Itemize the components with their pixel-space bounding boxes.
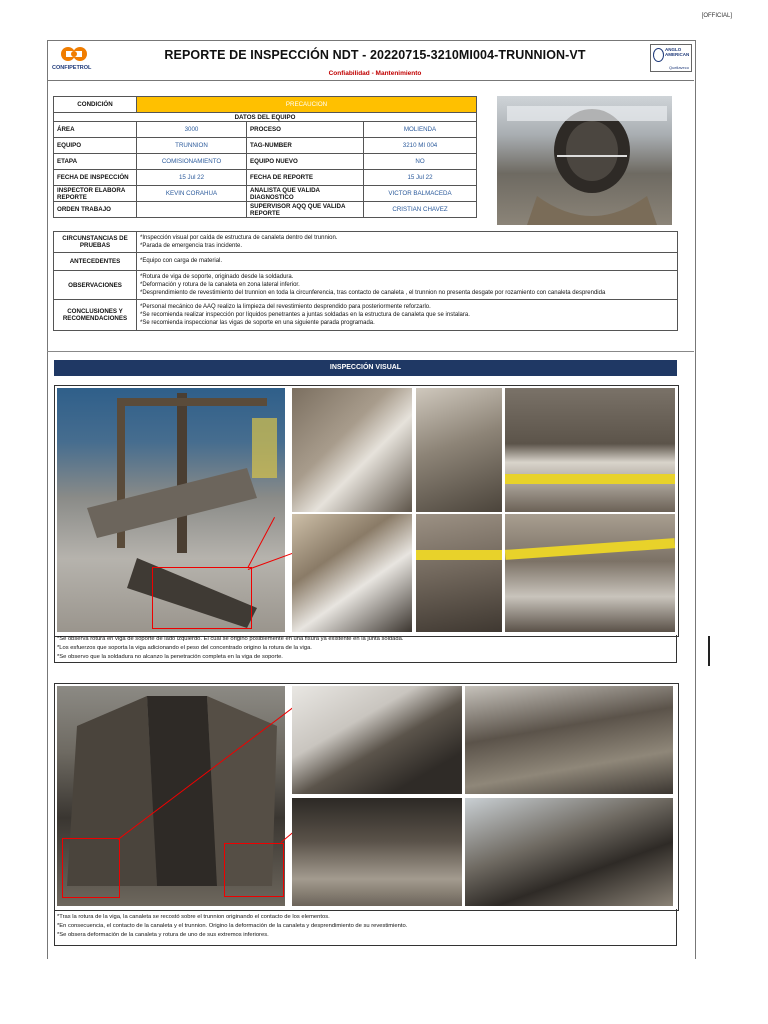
proceso-value: MOLIENDA bbox=[364, 122, 477, 138]
logo-text: CONFIPETROL bbox=[52, 65, 92, 71]
fecha-reporte-label: FECHA DE REPORTE bbox=[247, 170, 364, 186]
circunstancias-text bbox=[137, 232, 678, 253]
orden-trabajo-value bbox=[137, 202, 247, 218]
area-value: 3000 bbox=[137, 122, 247, 138]
orden-trabajo-label: ORDEN TRABAJO bbox=[54, 202, 137, 218]
highlight-box bbox=[62, 838, 120, 898]
highlight-box bbox=[152, 567, 252, 629]
photo-caption-1 bbox=[54, 635, 677, 663]
condition-label: CONDICIÓN bbox=[54, 97, 137, 113]
etapa-label: ETAPA bbox=[54, 154, 137, 170]
highlight-box bbox=[224, 843, 284, 897]
confipetrol-logo bbox=[52, 44, 97, 74]
logo-line-2: AMERICAN bbox=[665, 52, 690, 57]
observaciones-text bbox=[137, 271, 678, 300]
antecedentes-text bbox=[137, 253, 678, 271]
conclusiones-text bbox=[137, 300, 678, 331]
text-line: *Desprendimiento de revestimiento del trunnion en toda la circunferencia, tras contacto de canaleta , el trunnion no presenta desgate por rozamiento con canaleta desprendida bbox=[140, 290, 606, 297]
report-title: REPORTE DE INSPECCIÓN NDT - 20220715-3210MI004-TRUNNION-VT bbox=[164, 48, 586, 62]
chute-overview-photo bbox=[57, 686, 285, 906]
caption-line: *Los esfuerzos que soporta la viga adicionando el peso del concentrado origino la rotura de la viga. bbox=[57, 645, 312, 651]
supervisor-value: CRISTIAN CHAVEZ bbox=[364, 202, 477, 218]
supervisor-label: SUPERVISOR AQQ QUE VALIDA REPORTE bbox=[247, 202, 364, 218]
text-line: *Personal mecánico de AAQ realizo la limpieza del revestimiento desprendido para posteriormente reforzarlo. bbox=[140, 303, 431, 310]
section-divider bbox=[47, 351, 694, 352]
photo-caption-2 bbox=[54, 909, 677, 946]
chute-damage-photo-3 bbox=[292, 798, 462, 906]
inspector-value: KEVIN CORAHUA bbox=[137, 186, 247, 202]
proceso-label: PROCESO bbox=[247, 122, 364, 138]
tag-value: 3210 MI 004 bbox=[364, 138, 477, 154]
beam-measurement-photo-1 bbox=[505, 388, 675, 512]
analista-value: VICTOR BALMACEDA bbox=[364, 186, 477, 202]
fecha-inspeccion-value: 15 Jul 22 bbox=[137, 170, 247, 186]
inspector-label: INSPECTOR ELABORA REPORTE bbox=[54, 186, 137, 202]
logo-line-3: Quellaveco bbox=[668, 65, 689, 70]
anglo-american-logo bbox=[650, 44, 692, 72]
trunnion-photo bbox=[497, 96, 672, 225]
equipo-nuevo-label: EQUIPO NUEVO bbox=[247, 154, 364, 170]
analista-label: ANALISTA QUE VALIDA DIAGNOSTICO bbox=[247, 186, 364, 202]
measuring-tape bbox=[416, 550, 502, 560]
text-line: *Deformación y rotura de la canaleta en zona lateral inferior. bbox=[140, 281, 300, 288]
weld-closeup-photo-2 bbox=[416, 388, 502, 512]
margin-mark bbox=[708, 636, 710, 666]
text-line: *Rotura de viga de soporte, originado desde la soldadura. bbox=[140, 273, 294, 280]
photo-panel-2 bbox=[54, 683, 679, 911]
measuring-tape bbox=[505, 538, 675, 560]
caption-line: *Tras la rotura de la viga, la canaleta se recostó sobre el trunnion originando el contacto de los elementos. bbox=[57, 914, 330, 920]
datos-heading: DATOS DEL EQUIPO bbox=[54, 113, 477, 122]
logo-line-1: ANGLO bbox=[665, 47, 682, 52]
text-line: *Equipo con carga de material. bbox=[140, 258, 223, 265]
text-line: *Se recomienda realizar inspección por líquidos penetrantes a juntas soldadas en la estructura de canaleta que se instalara. bbox=[140, 311, 470, 318]
caption-line: *En consecuencia, el contacto de la canaleta y el trunnion. Origino la deformación de la canaleta y desprendimiento de su revestimiento. bbox=[57, 923, 408, 929]
chute-damage-photo-1 bbox=[292, 686, 462, 794]
fecha-reporte-value: 15 Jul 22 bbox=[364, 170, 477, 186]
tag-label: TAG-NUMBER bbox=[247, 138, 364, 154]
equipo-nuevo-value: NO bbox=[364, 154, 477, 170]
caption-line: *Se observa rotura en viga de soporte de lado izquierdo. El cual se origino posiblemente en una fisura ya existente en la junta soldada. bbox=[57, 636, 404, 642]
report-subtitle: Confiabilidad - Mantenimiento bbox=[328, 70, 422, 77]
caption-line: *Se observo que la soldadura no alcanzo la penetración completa en la viga de soporte. bbox=[57, 654, 283, 660]
beam-fracture-photo bbox=[292, 514, 412, 632]
photo-panel-1 bbox=[54, 385, 679, 637]
classification-label: [OFFICIAL] bbox=[701, 13, 732, 19]
equipo-label: EQUIPO bbox=[54, 138, 137, 154]
conclusiones-label: CONCLUSIONES Y RECOMENDACIONES bbox=[54, 300, 137, 331]
text-line: *Inspección visual por caída de estructura de canaleta dentro del trunnion. bbox=[140, 234, 338, 241]
beam-overview-photo bbox=[57, 388, 285, 632]
chute-damage-photo-2 bbox=[465, 686, 673, 794]
observaciones-label: OBSERVACIONES bbox=[54, 271, 137, 300]
area-label: ÁREA bbox=[54, 122, 137, 138]
observations-table bbox=[53, 231, 678, 331]
measuring-tape bbox=[505, 474, 675, 484]
etapa-value: COMISIONAMIENTO bbox=[137, 154, 247, 170]
header-divider bbox=[47, 80, 694, 81]
antecedentes-label: ANTECEDENTES bbox=[54, 253, 137, 271]
caption-line: *Se obsera deformación de la canaleta y rotura de uno de sus extremos inferiores. bbox=[57, 932, 269, 938]
text-line: *Parada de emergencia tras incidente. bbox=[140, 243, 243, 249]
condition-value: PRECAUCION bbox=[137, 97, 477, 113]
weld-closeup-photo-1 bbox=[292, 388, 412, 512]
text-line: *Se recomienda inspeccionar las vigas de soporte en una siguiente parada programada. bbox=[140, 320, 375, 327]
equipment-table bbox=[53, 96, 477, 218]
equipo-value: TRUNNION bbox=[137, 138, 247, 154]
circunstancias-label: CIRCUNSTANCIAS DE PRUEBAS bbox=[54, 232, 137, 253]
inspeccion-visual-heading: INSPECCIÓN VISUAL bbox=[54, 360, 677, 376]
beam-measurement-photo-2 bbox=[505, 514, 675, 632]
chute-damage-photo-4 bbox=[465, 798, 673, 906]
fecha-inspeccion-label: FECHA DE INSPECCIÓN bbox=[54, 170, 137, 186]
weld-fracture-photo bbox=[416, 514, 502, 632]
